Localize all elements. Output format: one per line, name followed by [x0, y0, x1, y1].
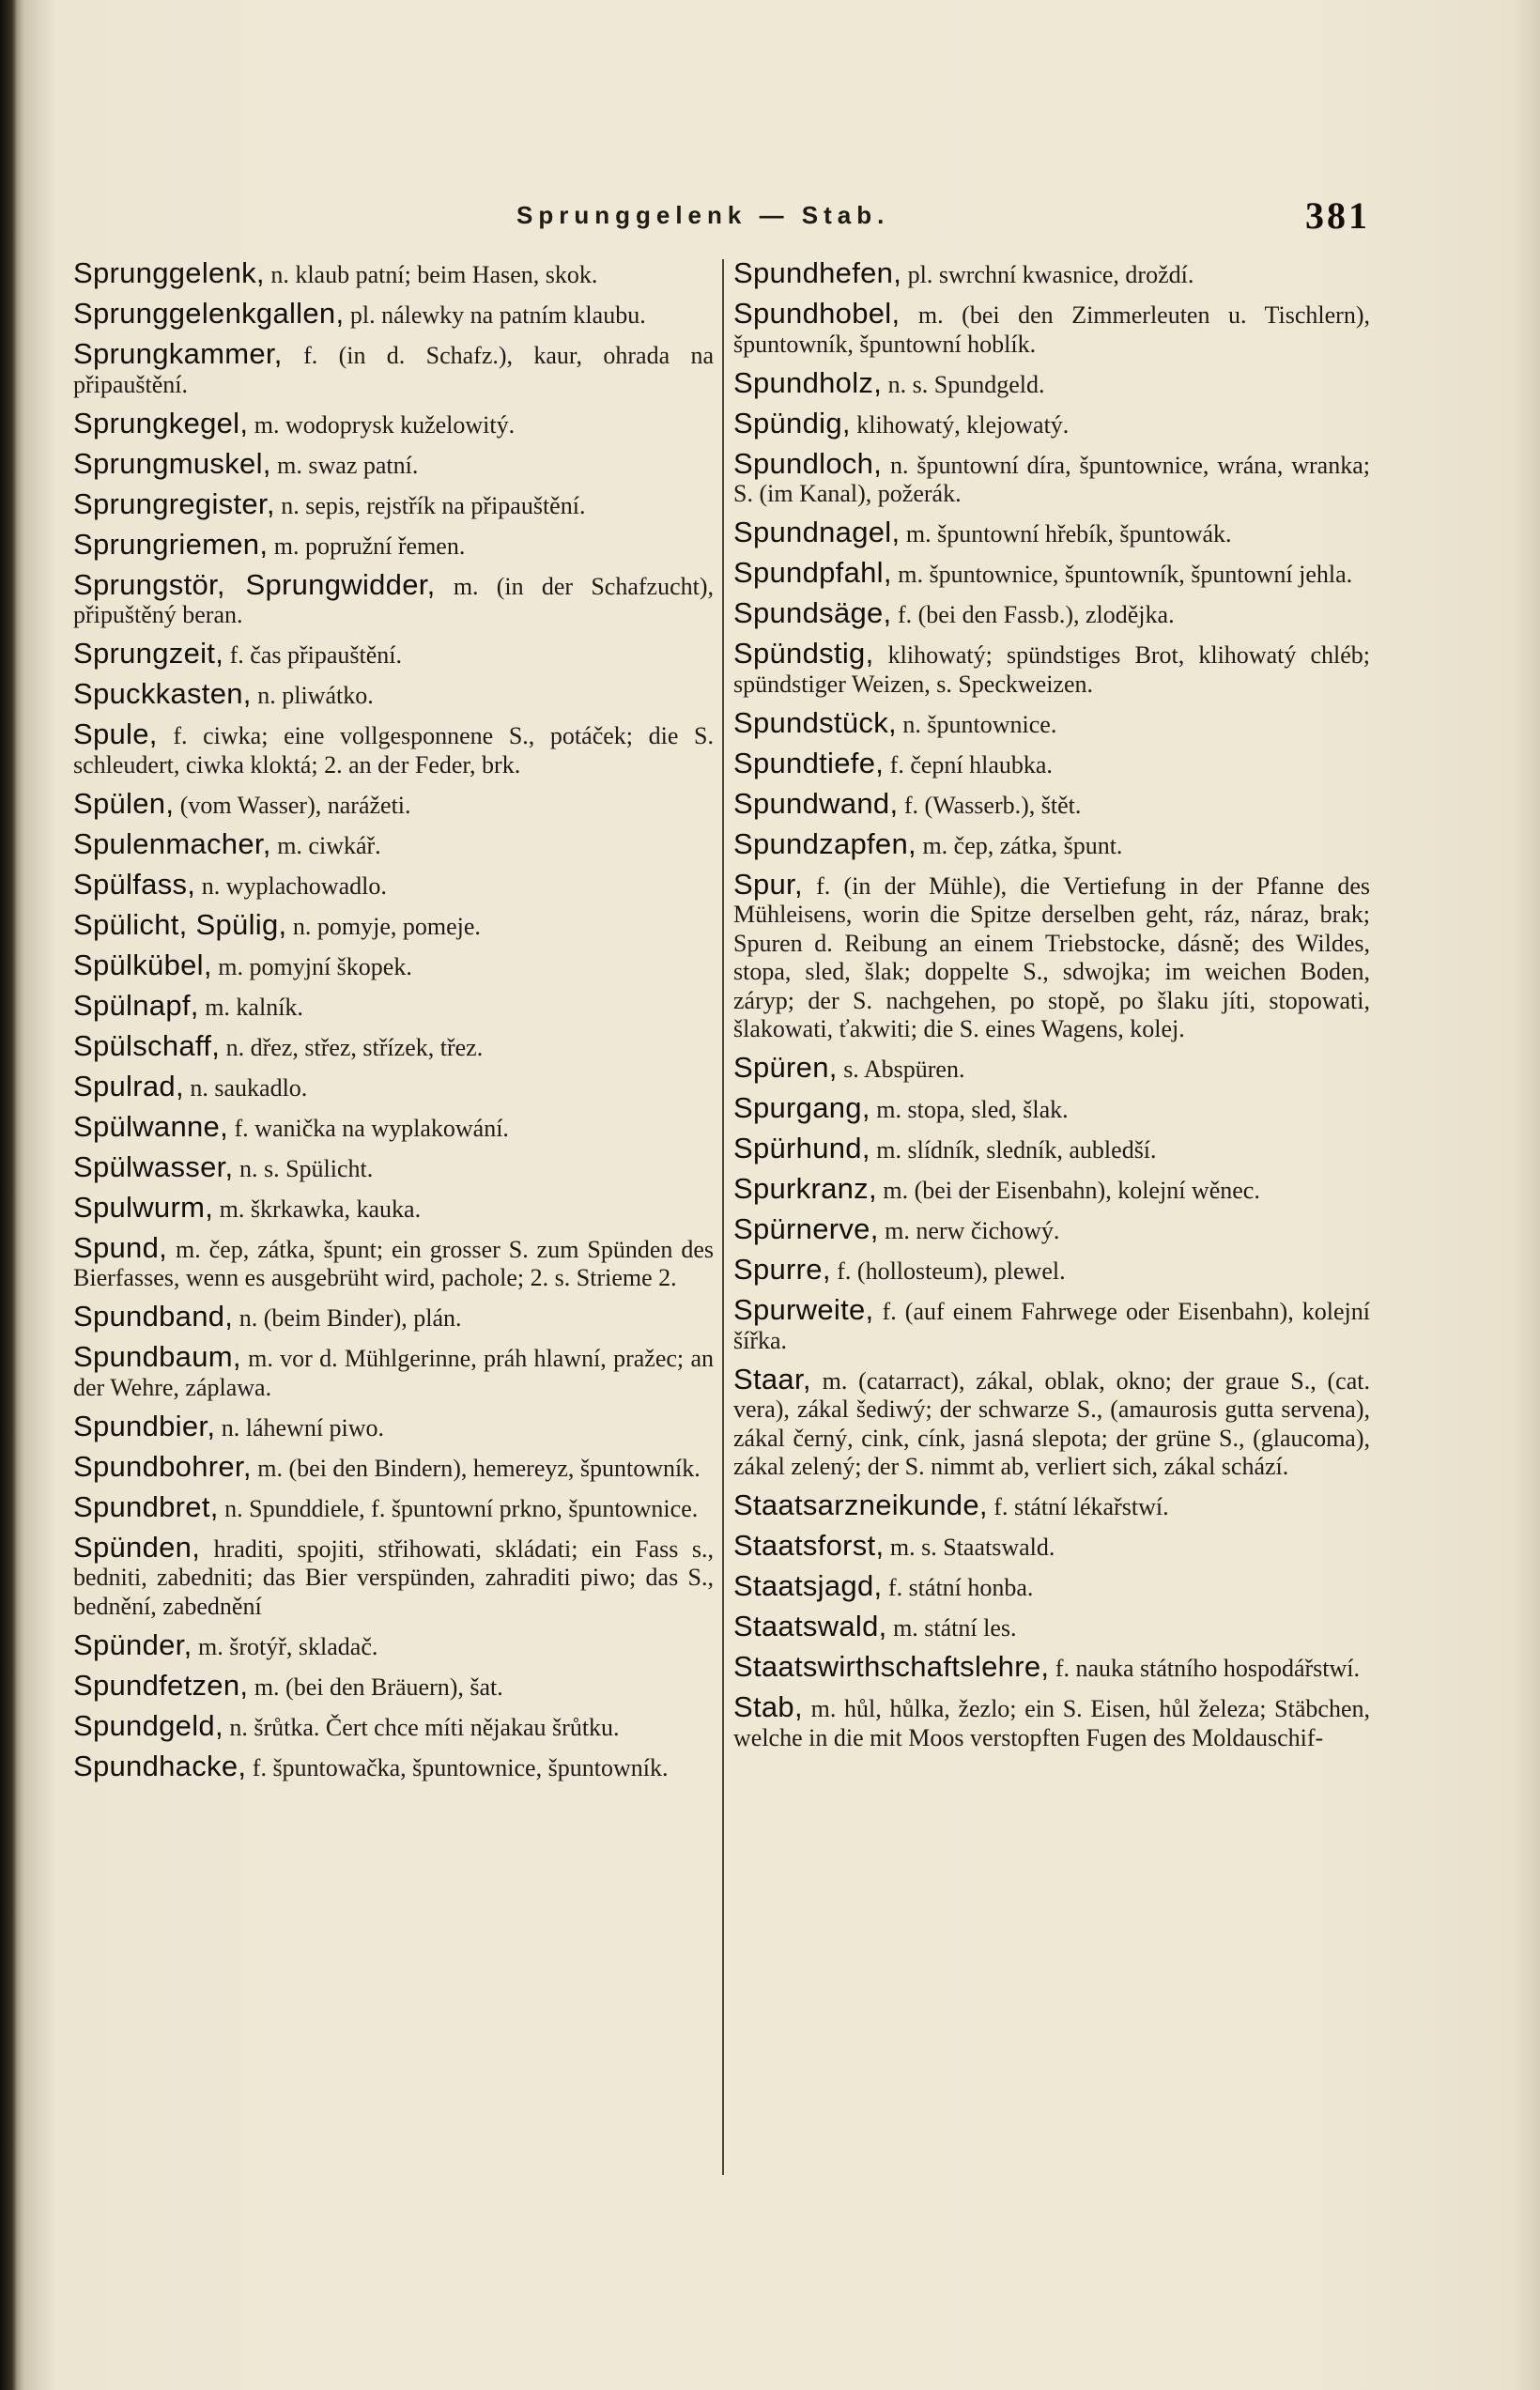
dictionary-entry — [73, 1530, 714, 1622]
entry-headword: Spünden, — [73, 1530, 201, 1564]
dictionary-entry — [733, 1212, 1370, 1246]
entry-headword: Spundband, — [73, 1300, 234, 1333]
entry-definition: f. (Wasserb.), štět. — [898, 791, 1082, 819]
entry-headword: Spur, — [733, 867, 803, 901]
dictionary-entry — [73, 1109, 714, 1144]
entry-headword: Spundzapfen, — [733, 826, 916, 860]
dictionary-entry — [733, 705, 1370, 740]
entry-headword: Stab, — [733, 1690, 803, 1723]
dictionary-entry — [73, 717, 714, 779]
entry-definition: pl. swrchní kwasnice, droždí. — [901, 261, 1194, 288]
dictionary-entry — [73, 1708, 714, 1743]
entry-headword: Spülicht, Spülig, — [73, 907, 287, 941]
dictionary-entry — [73, 1340, 714, 1402]
dictionary-entry — [733, 297, 1370, 359]
dictionary-entry — [73, 637, 714, 671]
entry-definition: m. (bei den Bindern), hemereyz, špuntowník. — [251, 1454, 701, 1482]
dictionary-entry — [73, 1069, 714, 1103]
entry-headword: Spundnagel, — [733, 516, 901, 548]
dictionary-entry — [73, 297, 714, 331]
page-header — [56, 194, 1371, 239]
entry-headword: Sprungriemen, — [73, 527, 269, 561]
entry-definition: m. (bei den Bräuern), šat. — [248, 1673, 503, 1701]
dictionary-entry — [733, 1488, 1370, 1522]
entry-headword: Spundbier, — [73, 1409, 216, 1442]
dictionary-entry — [73, 1300, 714, 1334]
dictionary-entry — [73, 567, 714, 630]
entry-definition: n. saukadlo. — [183, 1073, 308, 1102]
entry-headword: Staatsarzneikunde, — [733, 1488, 988, 1521]
dictionary-entry — [733, 518, 1370, 549]
entry-headword: Spundbohrer, — [73, 1449, 252, 1483]
entry-definition: klihowatý, klejowatý. — [850, 410, 1070, 439]
entry-headword: Spundholz, — [733, 365, 883, 399]
entry-headword: Sprunggelenkgallen, — [73, 297, 345, 330]
entry-definition: f. wanička na wyplakowání. — [228, 1114, 509, 1142]
entry-headword: Spülwasser, — [73, 1149, 234, 1183]
entry-definition: m. čep, zátka, špunt; ein grosser S. zum Spünden des Bierfasses, wenn es ausgebrüht wird, pachole; 2. s. Strieme 2. — [73, 1235, 714, 1291]
entry-definition: n. špuntownice. — [896, 710, 1057, 738]
entry-headword: Staatswirthschaftslehre, — [733, 1650, 1050, 1683]
entry-headword: Spundgeld, — [73, 1708, 223, 1742]
entry-definition: f. čas připauštění. — [223, 641, 403, 669]
entry-headword: Spulwurm, — [73, 1190, 214, 1224]
entry-headword: Spündstig, — [733, 637, 874, 670]
entry-headword: Spund, — [73, 1230, 168, 1264]
entry-headword: Staatsforst, — [733, 1529, 885, 1562]
entry-definition: n. špuntowní díra, špuntownice, wrána, wranka; S. (im Kanal), požerák. — [733, 451, 1370, 507]
dictionary-entry — [73, 446, 714, 481]
entry-definition: n. šrůtka. Čert chce míti nějakau šrůtku. — [223, 1713, 620, 1741]
right-column — [733, 256, 1370, 1763]
entry-definition: f. státní honba. — [882, 1574, 1034, 1601]
entry-definition: m. wodoprysk kuželowitý. — [248, 410, 516, 439]
entry-headword: Staatswald, — [733, 1610, 887, 1642]
entry-headword: Spülen, — [73, 786, 175, 820]
entry-definition: n. dřez, střez, střízek, třez. — [220, 1033, 484, 1061]
dictionary-entry — [733, 867, 1370, 1044]
entry-definition: n. pliwátko. — [251, 682, 374, 709]
entry-definition: m. slídník, sledník, aubledší. — [870, 1136, 1157, 1164]
dictionary-entry — [73, 907, 714, 942]
entry-definition: m. špuntowní hřebík, špuntowák. — [900, 520, 1232, 547]
dictionary-entry — [73, 527, 714, 562]
entry-definition: m. nerw čichowý. — [878, 1217, 1060, 1244]
entry-definition: f. (hollosteum), plewel. — [830, 1257, 1066, 1285]
entry-definition: s. Abspüren. — [837, 1056, 965, 1083]
entry-headword: Spule, — [73, 717, 158, 750]
entry-definition: f. (in d. Schafz.), kaur, ohrada na připauštění. — [73, 342, 714, 398]
entry-definition: m. hůl, hůlka, žezlo; ein S. Eisen, hůl železa; Stäbchen, welche in die mit Moos verstopften Fugen des Moldauschif- — [733, 1695, 1370, 1751]
dictionary-entry — [73, 337, 714, 399]
entry-definition: m. (in der Schafzucht), připuštěný beran. — [73, 572, 714, 628]
entry-definition: f. (bei den Fassb.), zlodějka. — [891, 601, 1175, 628]
entry-headword: Sprungkammer, — [73, 337, 283, 370]
entry-headword: Spuckkasten, — [73, 677, 252, 710]
entry-definition: f. ciwka; eine vollgesponnene S., potáček; die S. schleudert, ciwka kloktá; 2. an der Feder, brk. — [73, 722, 714, 779]
entry-headword: Spülnapf, — [73, 988, 199, 1022]
entry-definition: m. popružní řemen. — [268, 532, 466, 560]
dictionary-entry — [73, 256, 714, 290]
dictionary-entry — [733, 596, 1370, 630]
entry-headword: Sprungregister, — [73, 486, 275, 520]
entry-headword: Spundsäge, — [733, 596, 892, 629]
dictionary-entry — [73, 1230, 714, 1293]
entry-definition: n. pomyje, pomeje. — [286, 912, 481, 940]
entry-headword: Spundwand, — [733, 786, 899, 820]
dictionary-entry — [733, 365, 1370, 400]
entry-headword: Spülschaff, — [73, 1028, 221, 1062]
entry-definition: n. klaub patní; beim Hasen, skok. — [264, 261, 598, 288]
entry-definition: f. nauka státního hospodářstwí. — [1049, 1655, 1361, 1682]
entry-definition: (vom Wasser), narážeti. — [174, 791, 411, 819]
entry-headword: Spundpfahl, — [733, 556, 892, 589]
entry-headword: Spundbret, — [73, 1489, 219, 1523]
entry-headword: Spürnerve, — [733, 1212, 879, 1245]
dictionary-entry — [733, 1362, 1370, 1482]
dictionary-entry — [733, 786, 1370, 821]
entry-definition: f. špuntowačka, špuntownice, špuntowník. — [246, 1753, 669, 1781]
dictionary-entry — [73, 1627, 714, 1662]
dictionary-entry — [73, 1749, 714, 1783]
dictionary-entry — [733, 1293, 1370, 1355]
dictionary-entry — [733, 256, 1370, 290]
entry-definition: m. (bei der Eisenbahn), kolejní wěnec. — [876, 1177, 1260, 1204]
entry-definition: n. wyplachowadlo. — [195, 871, 387, 900]
entry-headword: Spüren, — [733, 1051, 838, 1084]
entry-definition: m. vor d. Mühlgerinne, práh hlawní, pražec; an der Wehre, záplawa. — [73, 1345, 714, 1401]
entry-headword: Spündig, — [733, 406, 851, 439]
running-head: Sprunggelenk — Stab. — [516, 201, 890, 229]
entry-headword: Spundhefen, — [733, 256, 902, 289]
dictionary-entry — [733, 1612, 1370, 1643]
entry-headword: Spurkranz, — [733, 1172, 877, 1205]
dictionary-entry — [733, 1690, 1370, 1752]
dictionary-entry — [733, 1569, 1370, 1603]
entry-definition: m. čep, zátka, špunt. — [916, 831, 1123, 859]
dictionary-entry — [73, 1449, 714, 1484]
entry-definition: n. s. Spülicht. — [233, 1154, 374, 1182]
dictionary-entry — [73, 1149, 714, 1184]
entry-definition: m. ciwkář. — [270, 831, 381, 859]
entry-definition: hraditi, spojiti, střihowati, skládati; ein Fass s., bedniti, zabedniti; das Bier verspünden, zahraditi piwo; das S., bednění, zabednění — [73, 1534, 714, 1620]
entry-definition: n. (beim Binder), plán. — [233, 1304, 462, 1332]
entry-definition: klihowatý; spündstiges Brot, klihowatý chléb; spündstiger Weizen, s. Speckweizen. — [733, 641, 1370, 698]
dictionary-entry — [73, 1409, 714, 1443]
entry-definition: n. Spunddiele, f. špuntowní prkno, špuntownice. — [218, 1494, 699, 1522]
entry-definition: f. čepní hlaubka. — [884, 750, 1053, 779]
entry-headword: Spurweite, — [733, 1293, 874, 1326]
dictionary-entry — [733, 1091, 1370, 1125]
entry-headword: Spundfetzen, — [73, 1668, 249, 1702]
dictionary-entry — [73, 867, 714, 902]
dictionary-entry — [733, 556, 1370, 590]
dictionary-entry — [73, 826, 714, 861]
entry-definition: m. stopa, sled, šlak. — [870, 1096, 1069, 1123]
entry-definition: m. šrotýř, skladač. — [192, 1632, 378, 1660]
dictionary-entry — [733, 1051, 1370, 1085]
dictionary-entry — [73, 1668, 714, 1703]
entry-headword: Spundstück, — [733, 705, 897, 739]
entry-headword: Spulrad, — [73, 1069, 184, 1102]
entry-definition: n. sepis, rejstřík na připauštění. — [274, 491, 586, 519]
entry-headword: Spundtiefe, — [733, 746, 885, 779]
entry-definition: m. s. Staatswald. — [884, 1534, 1055, 1561]
dictionary-entry — [733, 446, 1370, 509]
entry-definition: f. (in der Mühle), die Vertiefung in der Pfanne des Mühleisens, worin die Spitze derselben geht, ráz, náraz, brak; Spuren d. Reibung an einem Triebstocke, dásně; des Wildes, stopa, sled, šlak; doppelte S., sdwojka; im weichen Boden, záryp; der S. nachgehen, po stopě, po šlaku jíti, stopowati, šlakowati, ťakwiti; die S. eines Wagens, kolej. — [733, 871, 1370, 1042]
entry-definition: f. (auf einem Fahrwege oder Eisenbahn), kolejní šířka. — [733, 1298, 1370, 1354]
entry-definition: m. špuntownice, špuntowník, špuntowní jehla. — [891, 561, 1353, 588]
dictionary-entry — [733, 1134, 1370, 1165]
entry-headword: Staar, — [733, 1362, 811, 1395]
dictionary-entry — [73, 677, 714, 711]
entry-headword: Sprungstör, Sprungwidder, — [73, 567, 436, 601]
entry-headword: Spundhacke, — [73, 1749, 247, 1782]
dictionary-entry — [73, 1190, 714, 1225]
entry-headword: Spülfass, — [73, 867, 196, 901]
dictionary-entry — [733, 1253, 1370, 1287]
entry-definition: m. (catarract), zákal, oblak, okno; der graue S., (cat. vera), zákal šediwý; der schwarze S., (amaurosis gutta servena), zákal černý, cink, cínk, jasná slepota; der grüne S., (glaucoma), zákal zelený; der S. nimmt ab, verliert sich, zákal schází. — [733, 1366, 1370, 1480]
entry-headword: Spünder, — [73, 1627, 192, 1661]
dictionary-entry — [73, 988, 714, 1023]
entry-definition: pl. nálewky na patním klaubu. — [344, 301, 646, 329]
entry-definition: n. s. Spundgeld. — [882, 370, 1045, 398]
dictionary-entry — [733, 1529, 1370, 1563]
entry-definition: n. láhewní piwo. — [215, 1413, 385, 1442]
entry-headword: Sprungmuskel, — [73, 446, 271, 480]
entry-headword: Staatsjagd, — [733, 1569, 883, 1602]
dictionary-entry — [73, 406, 714, 440]
entry-headword: Spundbaum, — [73, 1340, 241, 1373]
dictionary-entry — [733, 1172, 1370, 1206]
dictionary-entry — [73, 948, 714, 982]
entry-headword: Spundloch, — [733, 446, 883, 480]
entry-headword: Spulenmacher, — [73, 826, 271, 860]
dictionary-entry — [73, 786, 714, 821]
dictionary-entry — [73, 1028, 714, 1063]
page-number: 381 — [1305, 194, 1370, 237]
entry-headword: Spurre, — [733, 1253, 831, 1286]
entry-headword: Sprungzeit, — [73, 637, 224, 670]
book-gutter — [0, 0, 17, 2390]
entry-headword: Spülwanne, — [73, 1109, 229, 1143]
dictionary-entry — [73, 1489, 714, 1524]
entry-definition: m. státní les. — [886, 1614, 1017, 1642]
dictionary-entry — [733, 1650, 1370, 1684]
entry-headword: Sprunggelenk, — [73, 256, 265, 289]
dictionary-entry — [733, 406, 1370, 440]
entry-headword: Spürhund, — [733, 1132, 870, 1164]
entry-definition: m. pomyjní škopek. — [211, 952, 412, 980]
dictionary-entry — [73, 486, 714, 521]
entry-headword: Spundhobel, — [733, 297, 901, 330]
entry-definition: m. kalník. — [198, 993, 303, 1021]
column-divider — [722, 259, 724, 2175]
entry-definition: m. škrkawka, kauka. — [213, 1195, 422, 1223]
dictionary-entry — [733, 746, 1370, 780]
entry-headword: Spurgang, — [733, 1091, 870, 1124]
entry-definition: m. swaz patní. — [270, 451, 419, 479]
dictionary-entry — [733, 637, 1370, 699]
entry-definition: f. státní lékařstwí. — [987, 1493, 1169, 1520]
dictionary-entry — [733, 826, 1370, 861]
left-column — [73, 256, 714, 1793]
entry-definition: m. (bei den Zimmerleuten u. Tischlern), špuntowník, špuntowní hoblík. — [733, 301, 1370, 358]
entry-headword: Spülkübel, — [73, 948, 212, 981]
entry-headword: Sprungkegel, — [73, 406, 249, 439]
